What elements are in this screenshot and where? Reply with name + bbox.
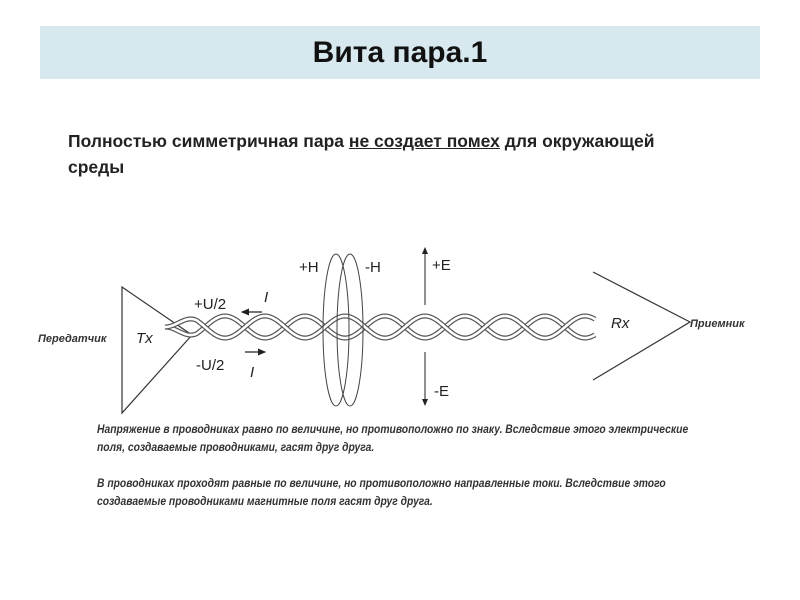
current-bottom-label: I bbox=[250, 364, 255, 381]
subtitle-text-end: для окружающей среды bbox=[68, 131, 655, 177]
minus-h-label: -H bbox=[365, 259, 381, 276]
minus-e-label: -E bbox=[434, 383, 449, 400]
plus-e-label: +E bbox=[432, 257, 451, 274]
plus-h-label: +H bbox=[299, 259, 319, 276]
minus-u-label: -U/2 bbox=[196, 357, 225, 374]
twisted-wires bbox=[165, 316, 595, 338]
tx-triangle bbox=[122, 287, 192, 413]
tx-label: Tx bbox=[136, 330, 153, 347]
note-electric: Напряжение в проводниках равно по величине, но противоположно по знаку. Вследствие этого электрические поля, создаваемые проводниками, гасят друг друга. bbox=[97, 422, 689, 454]
receiver-label: Приемник bbox=[690, 318, 745, 330]
subtitle-emphasis: не создает помех bbox=[348, 131, 500, 151]
current-top-label: I bbox=[264, 289, 269, 306]
rx-chevron bbox=[593, 272, 690, 380]
note-magnetic: В проводниках проходят равные по величине, но противоположно направленные токи. Вследствие этого создаваемые проводниками магнитные поля гасят друг друга. bbox=[97, 476, 666, 508]
transmitter-label: Передатчик bbox=[38, 333, 107, 345]
rx-label: Rx bbox=[611, 315, 630, 332]
subtitle-text: Полностью симметричная пара bbox=[68, 131, 349, 151]
plus-u-label: +U/2 bbox=[194, 296, 227, 313]
slide-title: Вита пара.1 bbox=[312, 36, 488, 69]
